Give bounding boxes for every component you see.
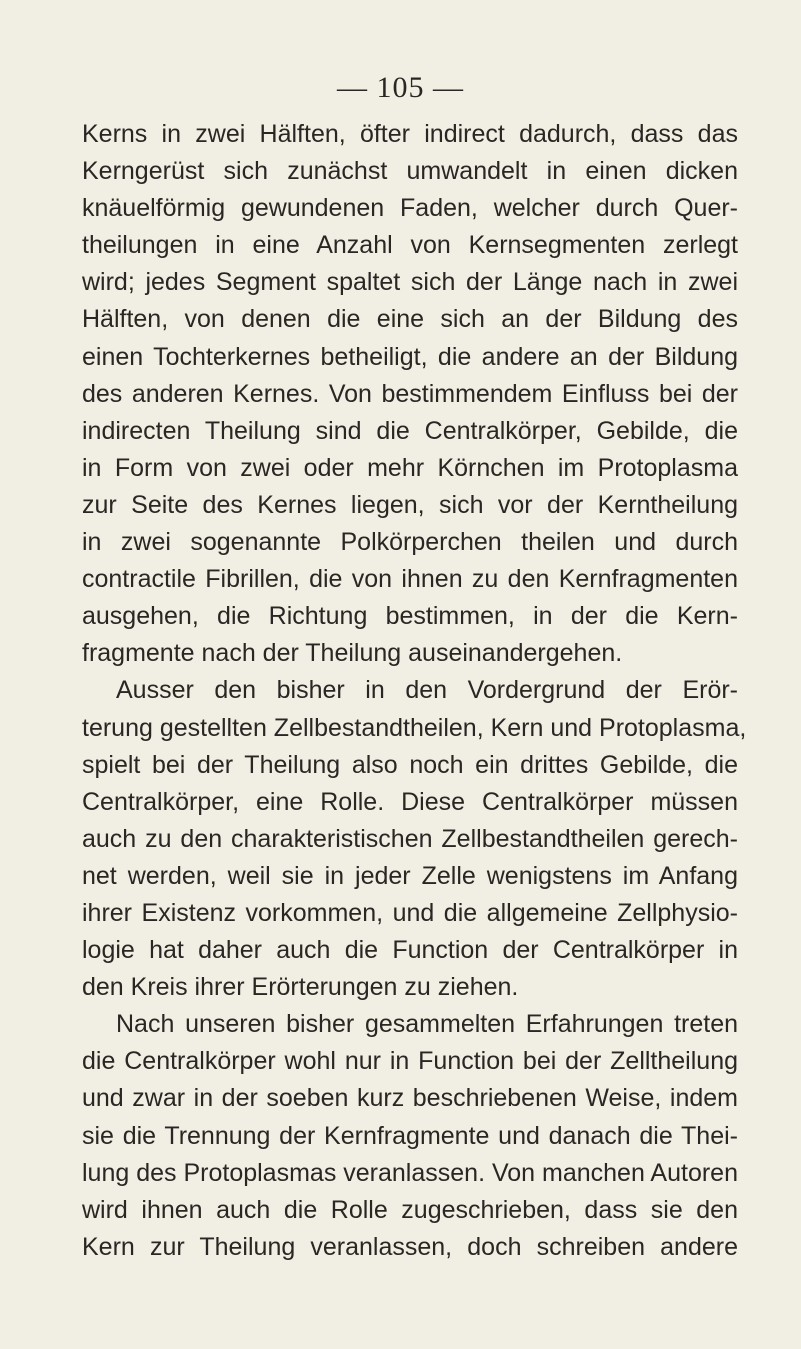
text-line: theilungen in eine Anzahl von Kernsegmenten zerlegt bbox=[82, 231, 738, 260]
text-line: Hälften, von denen die eine sich an der Bildung des bbox=[82, 305, 738, 334]
text-line: logie hat daher auch die Function der Centralkörper in bbox=[82, 936, 738, 965]
text-line: indirecten Theilung sind die Centralkörper, Gebilde, die bbox=[82, 416, 738, 445]
text-line: Kerns in zwei Hälften, öfter indirect dadurch, dass das bbox=[82, 120, 738, 148]
text-line: in Form von zwei oder mehr Körnchen im Protoplasma bbox=[82, 453, 738, 482]
text-line: des anderen Kernes. Von bestimmendem Einfluss bei der bbox=[82, 379, 738, 408]
text-line: einen Tochterkernes betheiligt, die andere an der Bildung bbox=[82, 342, 738, 371]
text-line: sie die Trennung der Kernfragmente und danach die Thei- bbox=[82, 1121, 738, 1150]
text-line: Nach unseren bisher gesammelten Erfahrungen treten bbox=[116, 1010, 738, 1039]
text-line: zur Seite des Kernes liegen, sich vor der Kerntheilung bbox=[82, 490, 738, 519]
text-line: terung gestellten Zellbestandtheilen, Kern und Protoplasma, bbox=[82, 713, 747, 742]
text-line: ihrer Existenz vorkommen, und die allgemeine Zellphysio- bbox=[82, 898, 738, 927]
text-line: contractile Fibrillen, die von ihnen zu den Kernfragmenten bbox=[82, 565, 738, 594]
text-line: auch zu den charakteristischen Zellbestandtheilen gerech- bbox=[82, 824, 738, 853]
text-line: lung des Protoplasmas veranlassen. Von manchen Autoren bbox=[82, 1158, 738, 1187]
text-line: wird; jedes Segment spaltet sich der Länge nach in zwei bbox=[82, 268, 738, 297]
text-line: die Centralkörper wohl nur in Function bei der Zelltheilung bbox=[82, 1047, 738, 1076]
text-line: Kern zur Theilung veranlassen, doch schreiben andere bbox=[82, 1232, 738, 1261]
text-line: fragmente nach der Theilung auseinandergehen. bbox=[82, 639, 623, 668]
text-line: spielt bei der Theilung also noch ein drittes Gebilde, die bbox=[82, 750, 738, 779]
text-line: knäuelförmig gewundenen Faden, welcher durch Quer- bbox=[82, 194, 738, 223]
text-line: in zwei sogenannte Polkörperchen theilen und durch bbox=[82, 528, 738, 557]
text-line: Centralkörper, eine Rolle. Diese Centralkörper müssen bbox=[82, 787, 738, 816]
page-number: — 105 — bbox=[337, 71, 464, 104]
text-line: und zwar in der soeben kurz beschriebenen Weise, indem bbox=[82, 1084, 738, 1113]
text-line: wird ihnen auch die Rolle zugeschrieben, dass sie den bbox=[82, 1195, 738, 1224]
text-line: net werden, weil sie in jeder Zelle wenigstens im Anfang bbox=[82, 861, 738, 890]
text-line: ausgehen, die Richtung bestimmen, in der die Kern- bbox=[82, 602, 738, 631]
body-text bbox=[82, 116, 747, 1266]
text-line: Kerngerüst sich zunächst umwandelt in einen dicken bbox=[82, 157, 738, 186]
text-line: Ausser den bisher in den Vordergrund der Erör- bbox=[116, 676, 738, 705]
text-line: den Kreis ihrer Erörterungen zu ziehen. bbox=[82, 973, 519, 1002]
